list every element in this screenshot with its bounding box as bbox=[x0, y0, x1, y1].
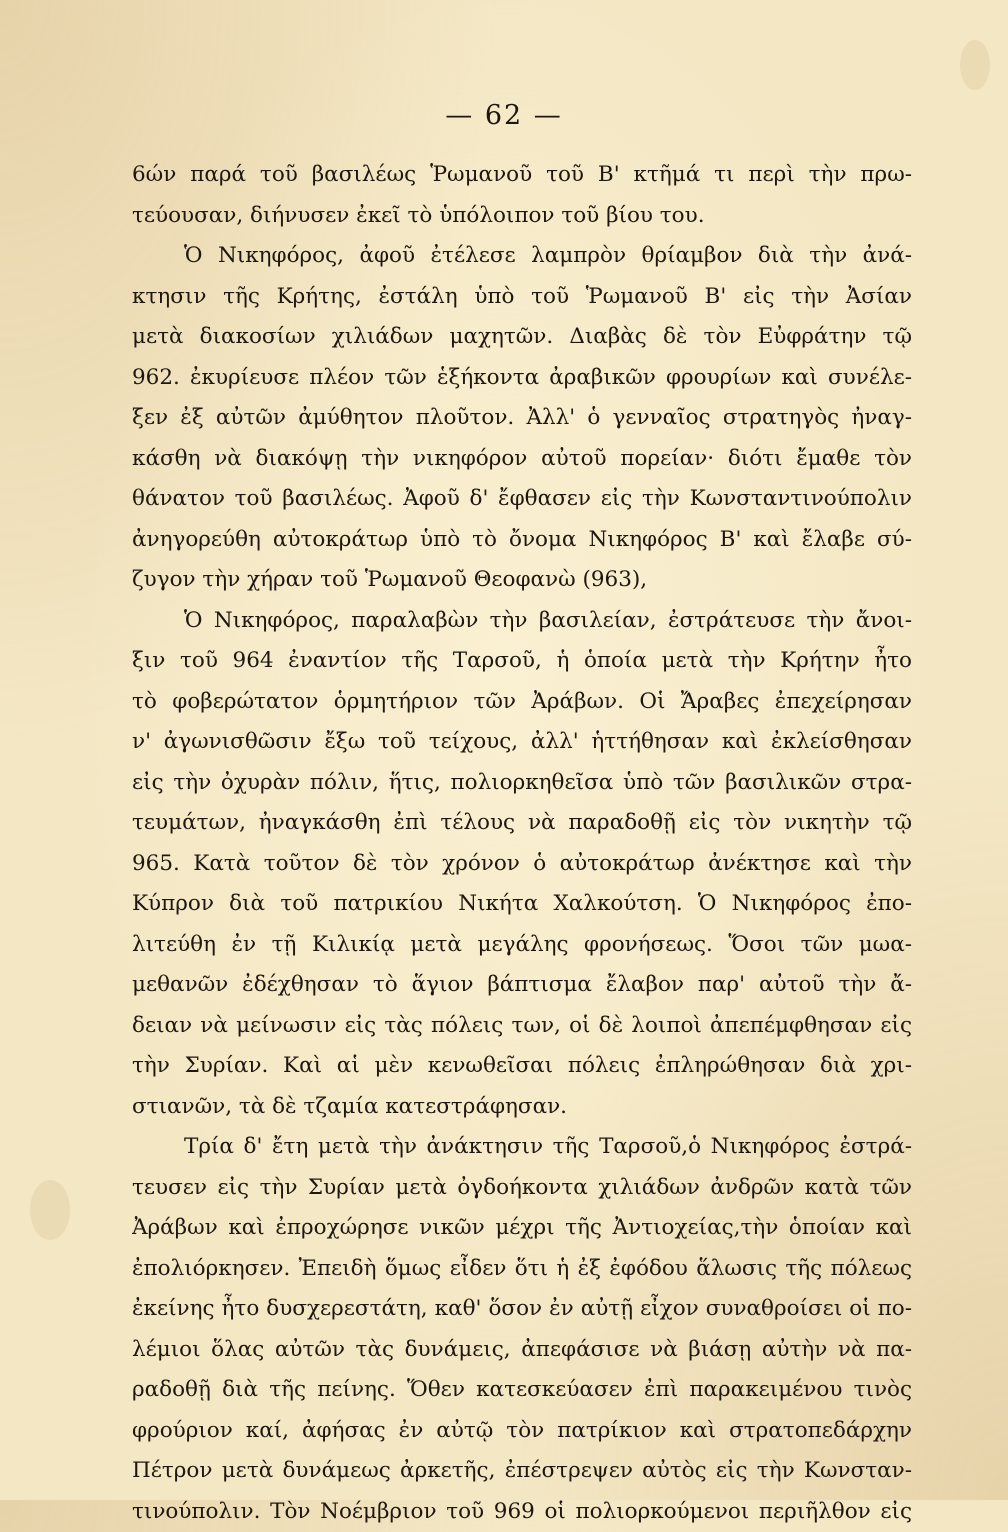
text-line: λέμιοι ὅλας αὐτῶν τὰς δυνάμεις, ἀπεφάσισε νὰ βιάσῃ αὐτὴν νὰ πα- bbox=[132, 1330, 912, 1371]
text-line: Κύπρον διὰ τοῦ πατρικίου Νικήτα Χαλκούτση. Ὁ Νικηφόρος ἐπο- bbox=[132, 884, 912, 925]
text-line: λιτεύθη ἐν τῇ Κιλικίᾳ μετὰ μεγάλης φρονήσεως. Ὅσοι τῶν μωα- bbox=[132, 925, 912, 966]
text-line: κτησιν τῆς Κρήτης, ἐστάλη ὑπὸ τοῦ Ῥωμανοῦ Β' εἰς τὴν Ἀσίαν bbox=[132, 277, 912, 318]
text-line: δειαν νὰ μείνωσιν εἰς τὰς πόλεις των, οἱ δὲ λοιποὶ ἀπεπέμφθησαν εἰς bbox=[132, 1006, 912, 1047]
text-line: φρούριον καί, ἀφήσας ἐν αὐτῷ τὸν πατρίκιον καὶ στρατοπεδάρχην bbox=[132, 1411, 912, 1452]
paper-stain bbox=[30, 1180, 70, 1240]
text-line: τὴν Συρίαν. Καὶ αἱ μὲν κενωθεῖσαι πόλεις ἐπληρώθησαν διὰ χρι- bbox=[132, 1046, 912, 1087]
text-line: ἐπολιόρκησεν. Ἐπειδὴ ὅμως εἶδεν ὅτι ἡ ἐξ ἐφόδου ἅλωσις τῆς πόλεως bbox=[132, 1249, 912, 1290]
text-line: 6ών παρά τοῦ βασιλέως Ῥωμανοῦ τοῦ Β' κτῆμά τι περὶ τὴν πρω- bbox=[132, 155, 912, 196]
text-line: εἰς τὴν ὀχυρὰν πόλιν, ἥτις, πολιορκηθεῖσα ὑπὸ τῶν βασιλικῶν στρα- bbox=[132, 763, 912, 804]
text-line: ν' ἀγωνισθῶσιν ἔξω τοῦ τείχους, ἀλλ' ἡττήθησαν καὶ ἐκλείσθησαν bbox=[132, 722, 912, 763]
body-text bbox=[132, 155, 912, 1532]
paper-stain bbox=[960, 40, 990, 90]
text-line: τεύουσαν, διήνυσεν ἐκεῖ τὸ ὑπόλοιπον τοῦ βίου του. bbox=[132, 196, 912, 237]
text-line: τὸ φοβερώτατον ὁρμητήριον τῶν Ἀράβων. Οἱ Ἄραβες ἐπεχείρησαν bbox=[132, 682, 912, 723]
text-line: ζυγον τὴν χήραν τοῦ Ῥωμανοῦ Θεοφανὼ (963), bbox=[132, 560, 912, 601]
text-line: θάνατον τοῦ βασιλέως. Ἀφοῦ δ' ἔφθασεν εἰς τὴν Κωνσταντινούπολιν bbox=[132, 479, 912, 520]
text-line: τευμάτων, ἠναγκάσθη ἐπὶ τέλους νὰ παραδοθῇ εἰς τὸν νικητὴν τῷ bbox=[132, 803, 912, 844]
paragraph-start-line: Ὁ Νικηφόρος, παραλαβὼν τὴν βασιλείαν, ἐστράτευσε τὴν ἄνοι- bbox=[132, 601, 912, 642]
text-line: Ἀράβων καὶ ἐπροχώρησε νικῶν μέχρι τῆς Ἀντιοχείας,τὴν ὁποίαν καὶ bbox=[132, 1208, 912, 1249]
paragraph-start-line: Ὁ Νικηφόρος, ἀφοῦ ἐτέλεσε λαμπρὸν θρίαμβον διὰ τὴν ἀνά- bbox=[132, 236, 912, 277]
text-line: 962. ἐκυρίευσε πλέον τῶν ἑξήκοντα ἀραβικῶν φρουρίων καὶ συνέλε- bbox=[132, 358, 912, 399]
text-line: Πέτρον μετὰ δυνάμεως ἀρκετῆς, ἐπέστρεψεν αὐτὸς εἰς τὴν Κωνσταν- bbox=[132, 1451, 912, 1492]
text-line: τευσεν εἰς τὴν Συρίαν μετὰ ὀγδοήκοντα χιλιάδων ἀνδρῶν κατὰ τῶν bbox=[132, 1168, 912, 1209]
text-line: ξιν τοῦ 964 ἐναντίον τῆς Ταρσοῦ, ἡ ὁποία μετὰ τὴν Κρήτην ἦτο bbox=[132, 641, 912, 682]
text-line: τινούπολιν. Τὸν Νοέμβριον τοῦ 969 οἱ πολιορκούμενοι περιῆλθον εἰς bbox=[132, 1492, 912, 1532]
page-number: — 62 — bbox=[0, 100, 1008, 131]
text-line: 965. Κατὰ τοῦτον δὲ τὸν χρόνον ὁ αὐτοκράτωρ ἀνέκτησε καὶ τὴν bbox=[132, 844, 912, 885]
text-line: ἐκείνης ἦτο δυσχερεστάτη, καθ' ὅσον ἐν αὐτῇ εἶχον συναθροίσει οἱ πο- bbox=[132, 1289, 912, 1330]
text-line: μετὰ διακοσίων χιλιάδων μαχητῶν. Διαβὰς δὲ τὸν Εὐφράτην τῷ bbox=[132, 317, 912, 358]
text-line: ραδοθῇ διὰ τῆς πείνης. Ὅθεν κατεσκεύασεν ἐπὶ παρακειμένου τινὸς bbox=[132, 1370, 912, 1411]
text-line: μεθανῶν ἐδέχθησαν τὸ ἅγιον βάπτισμα ἔλαβον παρ' αὐτοῦ τὴν ἄ- bbox=[132, 965, 912, 1006]
text-line: ἀνηγορεύθη αὐτοκράτωρ ὑπὸ τὸ ὄνομα Νικηφόρος Β' καὶ ἔλαβε σύ- bbox=[132, 520, 912, 561]
text-line: κάσθη νὰ διακόψῃ τὴν νικηφόρον αὐτοῦ πορείαν· διότι ἔμαθε τὸν bbox=[132, 439, 912, 480]
paragraph-start-line: Τρία δ' ἔτη μετὰ τὴν ἀνάκτησιν τῆς Ταρσοῦ,ὁ Νικηφόρος ἐστρά- bbox=[132, 1127, 912, 1168]
text-line: ξεν ἐξ αὐτῶν ἀμύθητον πλοῦτον. Ἀλλ' ὁ γενναῖος στρατηγὸς ἠναγ- bbox=[132, 398, 912, 439]
text-line: στιανῶν, τὰ δὲ τζαμία κατεστράφησαν. bbox=[132, 1087, 912, 1128]
